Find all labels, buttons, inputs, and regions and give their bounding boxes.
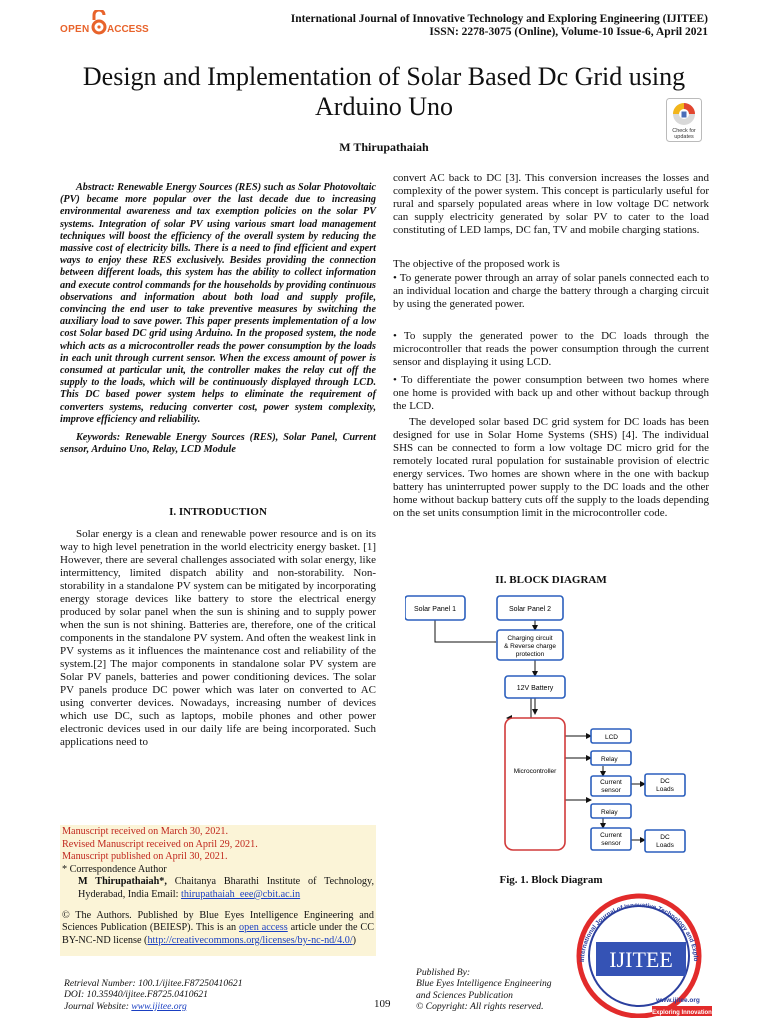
journal-header: [291, 13, 708, 39]
revised-date: Revised Manuscript received on April 29, 2021.: [62, 838, 258, 850]
affiliation-author: M Thirupathaiah*,: [78, 876, 167, 888]
svg-text:sensor: sensor: [601, 787, 621, 794]
figure-caption: Fig. 1. Block Diagram: [499, 874, 603, 886]
svg-text:Current: Current: [600, 832, 622, 839]
website-link[interactable]: www.ijitee.org: [131, 1000, 187, 1012]
block-current-sensor-1: [591, 776, 631, 796]
svg-text:& Reverse charge: & Reverse charge: [503, 643, 557, 650]
open-access-logo: [60, 10, 150, 38]
open-access-word-access: ACCESS: [107, 24, 149, 35]
svg-text:Solar Panel 2: Solar Panel 2: [508, 606, 552, 613]
svg-text:12V Battery: 12V Battery: [516, 685, 554, 692]
objective-bullet: • To differentiate the power consumption between two homes where one home is provided with back up and other without backup through the LCD.: [393, 374, 709, 412]
author-email-link[interactable]: thirupathaiah_eee@cbit.ac.in: [180, 888, 301, 900]
journal-issn: ISSN: 2278-3075 (Online), Volume-10 Issue-6, April 2021: [429, 26, 708, 38]
svg-text:sensor: sensor: [601, 840, 621, 847]
svg-text:protection: protection: [515, 651, 545, 658]
manuscript-notes: [60, 825, 376, 956]
journal-website: [64, 1001, 243, 1012]
correspondence-note: * Correspondence Author: [62, 863, 167, 875]
abstract: Abstract: Renewable Energy Sources (RES) such as Solar Photovoltaic (PV) became more popular over the last decade due to increasing environmental awareness and tax exemption policies on the solar PV systems. Integration of solar PV using various smart load management techniques will boost the efficiency of the overall system by reducing the massive cost of electricity bills. There is a need to find efficient and expert ways to enjoy these RES exclusively. Besides providing the connection between different loads, this system has the ability to collect information and execute control commands for the households by providing continuous observations and information about both load and supply profile, convincing the end user to take preventive measures by switching the auxiliary load to save power. This paper presents implementation of a low cost Solar based DC grid using Arduino. In the proposed system, the node which acts as a microcontroller reads the power consumption by the loads in each unit through current sensor. When the excess amount of power is consumed at particular unit, the controller makes the relay cut off the supply to the loads, which will be continuously displayed through LCD. This DC based power system helps to eliminate the requirement of converters systems, reducing converter cost, power system complexity, improve efficiency and reliability.: [60, 182, 376, 425]
author-line: M Thirupathaiah: [339, 140, 429, 154]
publisher-line-1: Blue Eyes Intelligence Engineering: [416, 978, 552, 990]
block-solar-panel-2: [497, 596, 563, 620]
block-charging-circuit: [497, 630, 563, 660]
retrieval-number: Retrieval Number: 100.1/ijitee.F87250410621: [64, 978, 243, 989]
svg-text:Solar Panel 1: Solar Panel 1: [413, 606, 457, 613]
page-number: 109: [374, 998, 391, 1010]
objective-intro: The objective of the proposed work is: [393, 258, 560, 270]
license-text-2: article under the CC BY-NC-ND license (: [62, 922, 374, 946]
svg-text:Microcontroller: Microcontroller: [513, 768, 557, 775]
open-access-link[interactable]: open access: [239, 922, 288, 934]
svg-text:Relay: Relay: [601, 756, 618, 763]
block-diagram: [405, 590, 705, 862]
journal-name: International Journal of Innovative Technology and Exploring Engineering (IJITEE): [290, 13, 708, 25]
seal-tagline: Exploring Innovation: [652, 1010, 712, 1016]
svg-text:LCD: LCD: [605, 734, 619, 741]
svg-text:Relay: Relay: [601, 809, 618, 816]
published-by: Published By:: [416, 967, 471, 978]
license-note: [62, 910, 374, 948]
block-dc-loads-2: [645, 830, 685, 852]
shs-paragraph: The developed solar based DC grid system for DC loads has been designed for use in Solar Home Systems (SHS) [4]. The individual SHS can be connected to form a low voltage DC micro grid for the remotely located rural population for sustainable provision of electric energy services. Two homes are shown where in the one with backup battery has uninterrupted power supply to the DC loads and the other home without backup battery cuts off the supply to the loads depending on the set units consumption limit in the microcontroller code.: [393, 416, 709, 519]
footer-left: [64, 978, 243, 1012]
open-lock-icon: [93, 10, 105, 33]
block-relay-2: [591, 804, 631, 818]
crossmark-label: Check for updates: [672, 128, 696, 140]
block-lcd: [591, 729, 631, 743]
publisher-line-2: and Sciences Publication: [416, 989, 513, 1001]
published-date: Manuscript published on April 30, 2021.: [62, 851, 228, 863]
author-affiliation: [62, 876, 374, 901]
block-relay-1: [591, 751, 631, 765]
block-dc-loads-1: [645, 774, 685, 796]
seal-url: www.ijitee.org: [656, 997, 700, 1004]
open-access-word-open: OPEN: [60, 24, 90, 35]
seal-name: IJITEE: [609, 947, 673, 972]
svg-text:Current: Current: [600, 779, 622, 786]
doi: DOI: 10.35940/ijitee.F8725.0410621: [64, 989, 208, 1001]
block-diagram-heading: II. BLOCK DIAGRAM: [495, 574, 607, 586]
license-url-link[interactable]: http://creativecommons.org/licenses/by-nc-nd/4.0/: [147, 934, 353, 946]
license-text-1: © The Authors. Published by Blue Eyes Intelligence Engineering and Sciences Publication (BEIESP). This is an: [62, 909, 374, 934]
svg-text:Loads: Loads: [656, 842, 674, 849]
block-current-sensor-2: [591, 828, 631, 850]
copyright: © Copyright: All rights reserved.: [416, 1001, 544, 1013]
intro-paragraph: Solar energy is a clean and renewable power resource and is on its way to high level penetration in the world electricity energy basket. [1] However, there are several challenges associated with solar energy, like intermittency, limited dispatch ability and non-storability. Non-storability in a standalone PV system can be mitigated by incorporating energy storage devices like battery to store the electrical energy produced by solar panel when the sun is shining and to supply power when the sun is not shining. Batteries are, therefore, one of the critical components in the standalone PV system. And often the weakest link in PV systems as it influences the maintenance cost and reliability of the system.[2] The major components in standalone solar PV system are Solar PV panels, batteries and power conditioning devices. The solar PV panels produce DC power which was later on converted to AC using converter devices. Nowadays, increasing number of devices which use DC, such as laptops, mobile phones and other power electronic devices used in our daily life are being incorporated. Such applications need to: [60, 528, 376, 748]
paper-title: Design and Implementation of Solar Based Dc Grid using Arduino Uno: [82, 62, 686, 121]
intro-continued: convert AC back to DC [3]. This conversion increases the losses and complexity of the power system. This concept is particularly useful for rural and sparsely populated areas where in low voltage DC network can supply electricity generated by solar PV to cater to the load constituting of LED lamps, DC fan, TV and mobile charging stations.: [393, 172, 709, 236]
intro-heading: I. INTRODUCTION: [169, 506, 267, 518]
seal-ring-text: International Journal of Innovative Technology and Explo: [578, 901, 700, 963]
objective-bullet: • To generate power through an array of solar panels connected each to an individual location and charge the battery through a charging circuit by using the generated power.: [393, 272, 709, 310]
crossmark-badge[interactable]: [666, 98, 702, 142]
objective-bullet: • To supply the generated power to the DC loads through the microcontroller that reads the power consumption through the current sensor and displaying it using LCD.: [393, 330, 709, 368]
block-battery: [505, 676, 565, 698]
svg-text:Charging circuit: Charging circuit: [507, 635, 553, 642]
footer-right: [416, 967, 552, 1013]
block-microcontroller: [505, 718, 565, 850]
svg-text:DC: DC: [660, 834, 670, 841]
website-label: Journal Website:: [64, 1000, 132, 1012]
block-solar-panel-1: [405, 596, 465, 620]
svg-text:DC: DC: [660, 778, 670, 785]
license-text-3: ): [352, 934, 357, 946]
svg-text:Loads: Loads: [656, 786, 674, 793]
received-date: Manuscript received on March 30, 2021.: [62, 826, 229, 837]
affiliation-text: Chaitanya Bharathi Institute of Technology, Hyderabad, India Email:: [78, 876, 374, 900]
keywords: Keywords: Renewable Energy Sources (RES), Solar Panel, Current sensor, Arduino Uno, Relay, LCD Module: [60, 432, 376, 456]
ijitee-seal-logo: [562, 884, 712, 1018]
